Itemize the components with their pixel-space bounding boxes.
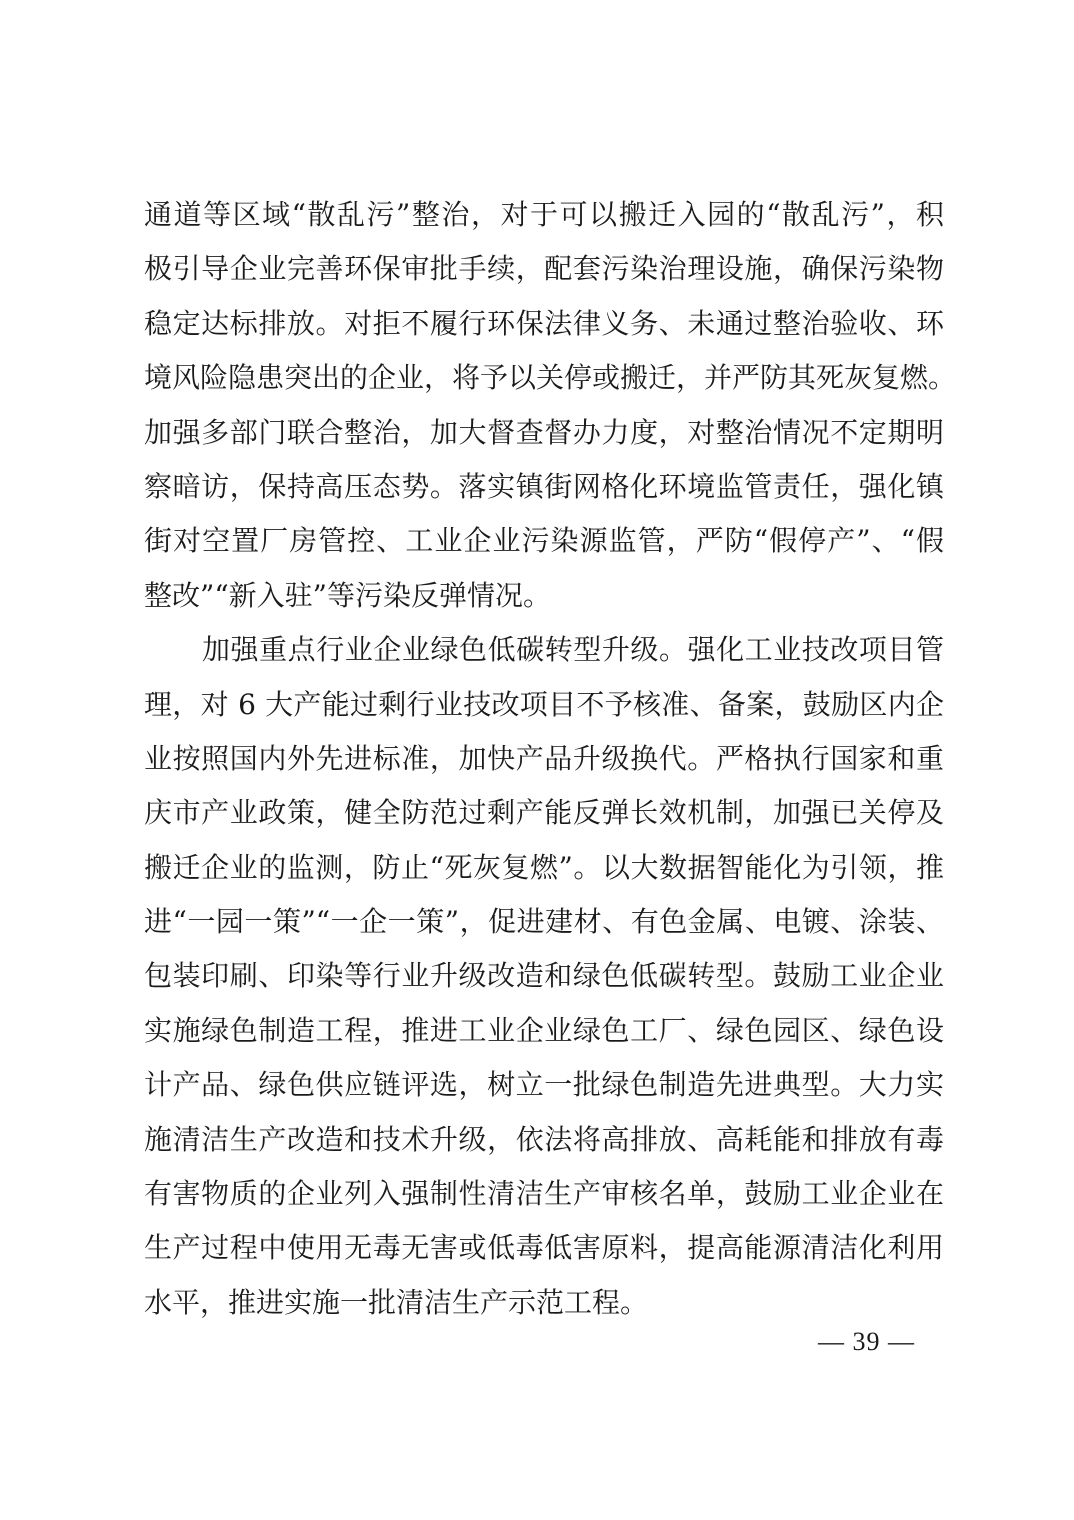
page-number: — 39 — bbox=[818, 1327, 915, 1356]
text-line: 庆市产业政策，健全防范过剩产能反弹长效机制，加强已关停及 bbox=[144, 796, 944, 830]
text-line: 街对空置厂房管控、工业企业污染源监管，严防“假停产”、“假 bbox=[144, 524, 944, 558]
text-line: 加强重点行业企业绿色低碳转型升级。强化工业技改项目管 bbox=[202, 633, 944, 667]
text-line: 通道等区域“散乱污”整治，对于可以搬迁入园的“散乱污”，积 bbox=[144, 198, 944, 231]
text-line: 察暗访，保持高压态势。落实镇街网格化环境监管责任，强化镇 bbox=[144, 469, 944, 503]
text-line: 极引导企业完善环保审批手续，配套污染治理设施，确保污染物 bbox=[144, 252, 944, 286]
text-line: 境风险隐患突出的企业，将予以关停或搬迁，并严防其死灰复燃。 bbox=[144, 361, 957, 395]
body-text bbox=[144, 188, 957, 1330]
text-line: 生产过程中使用无毒无害或低毒低害原料，提高能源清洁化利用 bbox=[144, 1231, 944, 1265]
text-line: 理，对 6 大产能过剩行业技改项目不予核准、备案，鼓励区内企 bbox=[144, 687, 944, 721]
text-line: 有害物质的企业列入强制性清洁生产审核名单，鼓励工业企业在 bbox=[144, 1177, 944, 1211]
text-line: 进“一园一策”“一企一策”，促进建材、有色金属、电镀、涂装、 bbox=[144, 905, 944, 939]
text-line: 加强多部门联合整治，加大督查督办力度，对整治情况不定期明 bbox=[144, 415, 944, 449]
text-line: 实施绿色制造工程，推进工业企业绿色工厂、绿色园区、绿色设 bbox=[144, 1013, 944, 1047]
text-line: 整改”“新入驻”等污染反弹情况。 bbox=[144, 578, 551, 612]
paragraph-green-transformation bbox=[144, 623, 944, 1330]
paragraph-continued bbox=[144, 188, 957, 623]
text-line: 施清洁生产改造和技术升级，依法将高排放、高耗能和排放有毒 bbox=[144, 1122, 944, 1156]
text-line: 搬迁企业的监测，防止“死灰复燃”。以大数据智能化为引领，推 bbox=[144, 850, 944, 884]
text-line: 包装印刷、印染等行业升级改造和绿色低碳转型。鼓励工业企业 bbox=[144, 959, 944, 993]
text-line: 稳定达标排放。对拒不履行环保法律义务、未通过整治验收、环 bbox=[144, 306, 944, 340]
text-line: 水平，推进实施一批清洁生产示范工程。 bbox=[144, 1285, 649, 1319]
text-line: 业按照国内外先进标准，加快产品升级换代。严格执行国家和重 bbox=[144, 741, 944, 775]
text-line: 计产品、绿色供应链评选，树立一批绿色制造先进典型。大力实 bbox=[144, 1068, 944, 1102]
